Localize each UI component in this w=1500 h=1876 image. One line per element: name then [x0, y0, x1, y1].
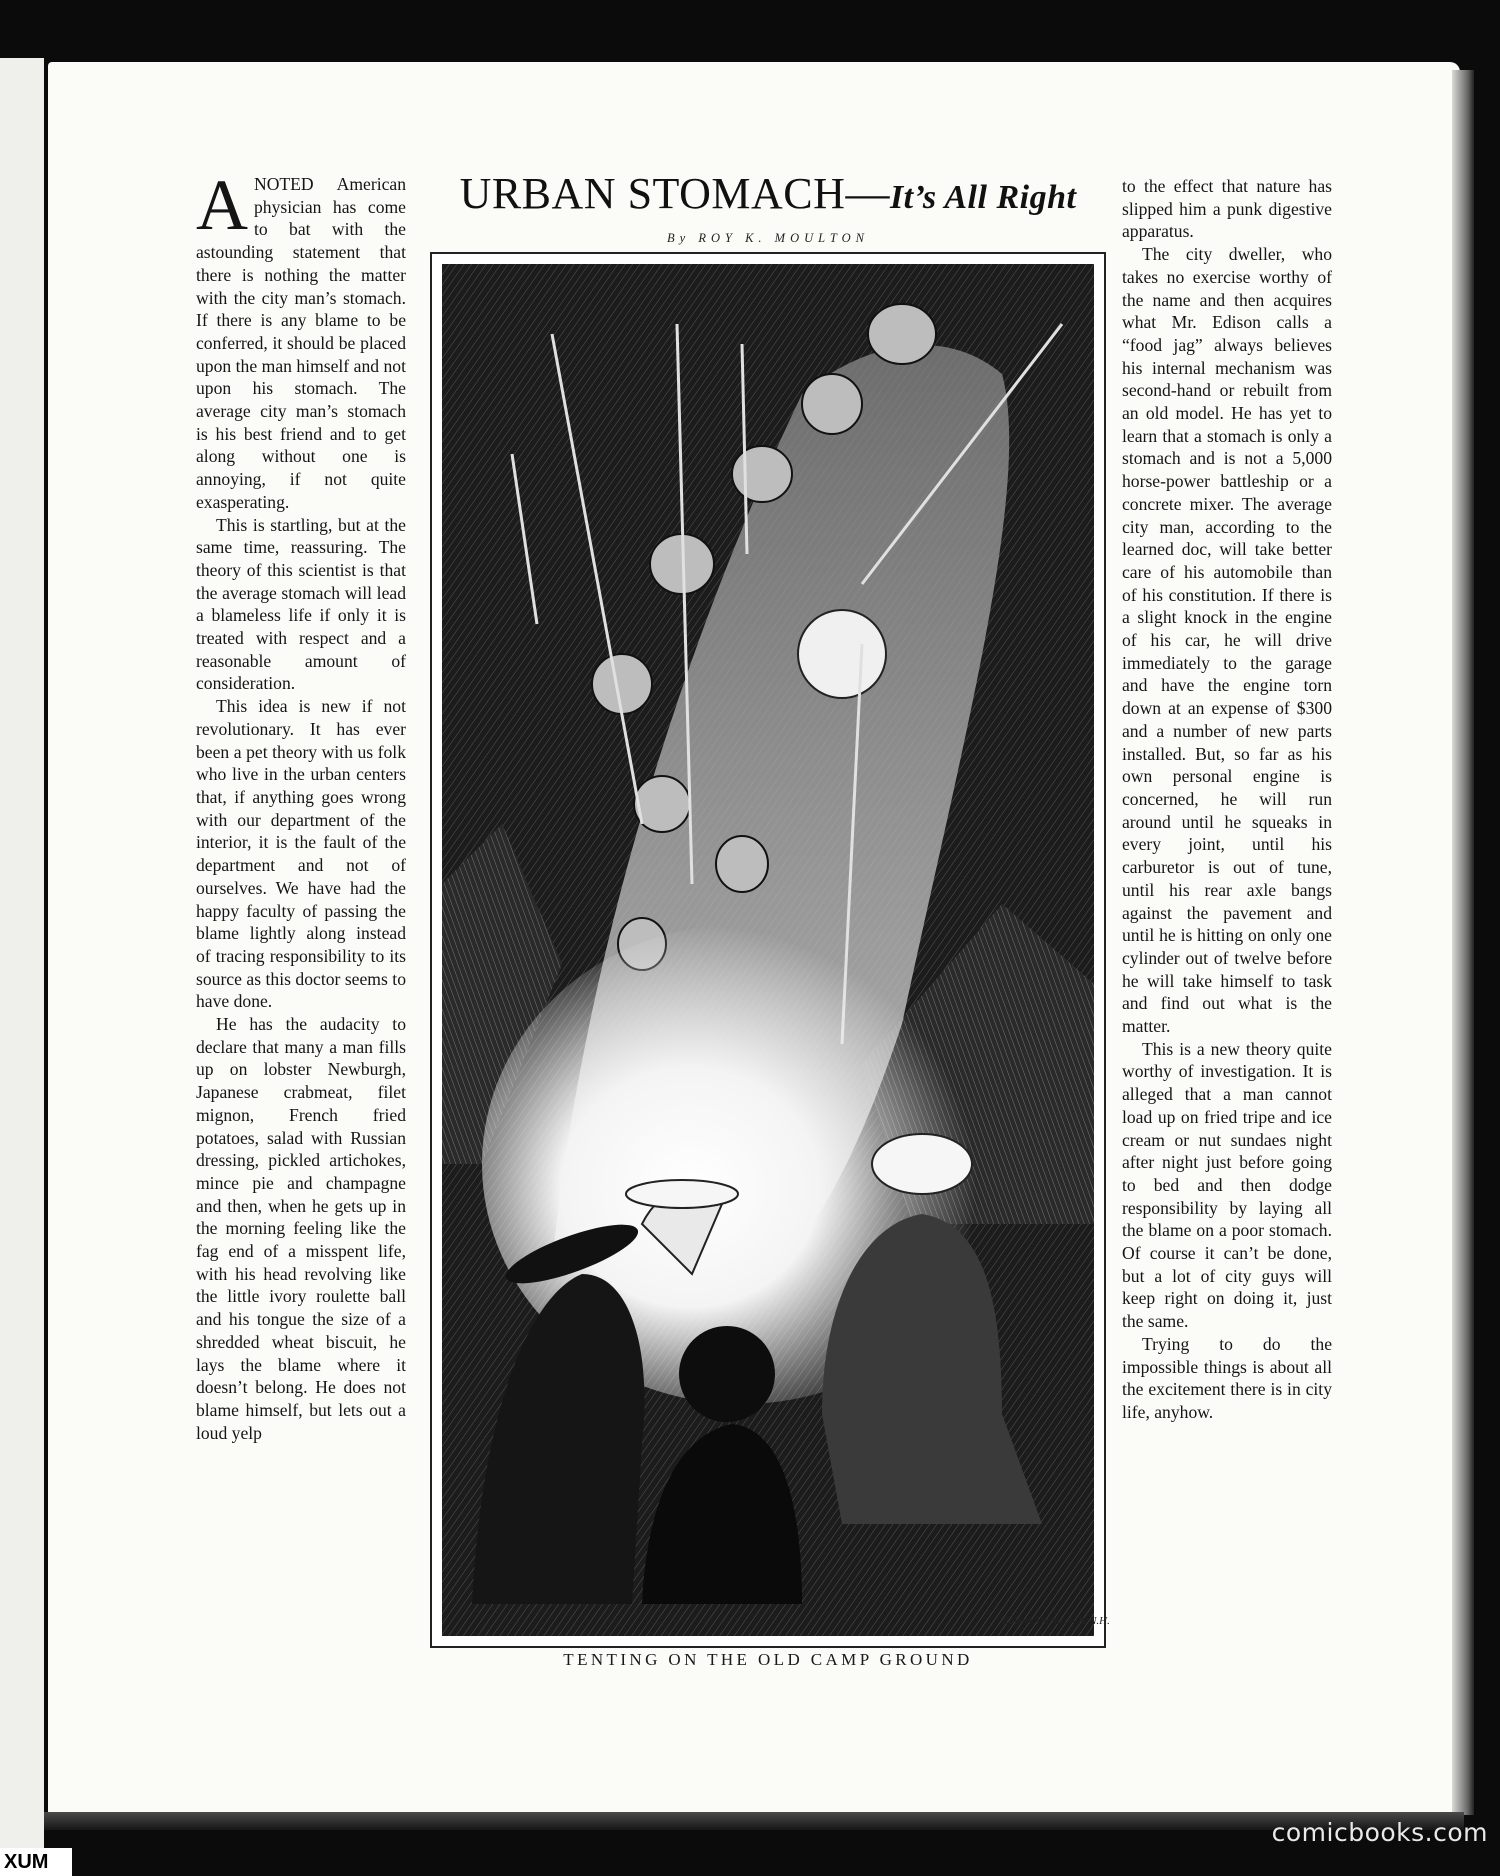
campfire-ghost-illustration — [442, 264, 1110, 1636]
byline: By ROY K. MOULTON — [667, 231, 869, 245]
facing-page-edge — [0, 58, 44, 1848]
lantern — [798, 610, 886, 698]
right-text-column — [1122, 175, 1332, 1424]
title-dash: — — [845, 169, 890, 218]
site-watermark: comicbooks.com — [1271, 1818, 1488, 1847]
left-paragraph-4: He has the audacity to declare that many a man fills up on lobster Newburgh, Japanese crabmeat, filet mignon, French fried potatoes, salad with Russian dressing, pickled artichokes, mince pie and champagne and then, when he gets up in the morning feeling like the fag end of a misspent life, with his head revolving like the little ivory roulette ball and his tongue the size of a shredded wheat biscuit, he lays the blame where it doesn’t belong. He does not blame himself, but lets out a loud yelp — [196, 1014, 406, 1443]
left-paragraph-1 — [196, 165, 406, 514]
hat-center — [679, 1326, 775, 1422]
article-title — [430, 168, 1106, 219]
left-paragraph-2: This is startling, but at the same time, reassuring. The theory of this scientist is that the average stomach will lead a blameless life if only it is treated with respect and a reasonable amount of consideration. — [196, 514, 406, 694]
paragraph-text: NOTED American physician has come to bat with the astounding statement that there is nothing the matter with the city man’s stomach. If there is any blame to be conferred, it should be placed upon the man himself and not upon his stomach. The average city man’s stomach is his best friend and to get along without one is annoying, if not quite exasperating. — [196, 174, 406, 512]
title-main: URBAN STOMACH — [459, 169, 846, 218]
illustration-frame — [430, 252, 1110, 1648]
drop-cap: A — [196, 165, 248, 245]
hat-right — [872, 1134, 972, 1194]
artist-signature: Robert Thomson & N.H. — [1002, 1615, 1110, 1627]
title-sub: It’s All Right — [889, 179, 1077, 216]
left-paragraph-3: This idea is new if not revolutionary. It has ever been a pet theory with us folk who live in the urban centers that, if anything goes wrong with our department of the interior, it is the fault of the department and not of ourselves. We have had the happy faculty of passing the blame lightly along instead of tracing responsibility to its source as this doctor seems to have done. — [196, 696, 406, 1012]
left-text-column — [196, 165, 406, 1444]
hat-back — [626, 1180, 738, 1208]
right-paragraph-3: This is a new theory quite worthy of investigation. It is alleged that a man cannot load up on fried tripe and ice cream or nut sundaes night after night just before going to bed and then dodge responsibility by laying all the blame on a poor stomach. Of course it can’t be done, but a lot of city guys will keep right on doing it, just the same. — [1122, 1038, 1332, 1332]
scan-corner-tag: XUM — [0, 1848, 72, 1876]
binding-shadow — [1452, 70, 1474, 1815]
right-paragraph-2: The city dweller, who takes no exercise worthy of the name and then acquires what Mr. Edison calls a “food jag” always believes his internal mechanism was second-hand or rebuilt from an old model. He has yet to learn that a stomach is only a stomach and is not a 5,000 horse-power battleship or a concrete mixer. The average city man, according to the learned doc, will take better care of his automobile than of his constitution. If there is a slight knock in the engine of his car, he will drive immediately to the garage and have the engine torn down at an expense of $300 and a number of new parts installed. But, so far as his own personal engine is concerned, he will run around until he squeaks in every joint, until his carburetor is out of tune, until his rear axle bangs against the pavement and until he is hitting on only one cylinder out of twelve before he will take himself to task and find out what is the matter. — [1122, 244, 1332, 1037]
illustration-caption: TENTING ON THE OLD CAMP GROUND — [563, 1650, 973, 1669]
right-paragraph-4: Trying to do the impossible things is about all the excitement there is in city life, anyhow. — [1122, 1333, 1332, 1422]
article-header — [430, 168, 1106, 246]
right-paragraph-1: to the effect that nature has slipped him a punk digestive apparatus. — [1122, 176, 1332, 242]
